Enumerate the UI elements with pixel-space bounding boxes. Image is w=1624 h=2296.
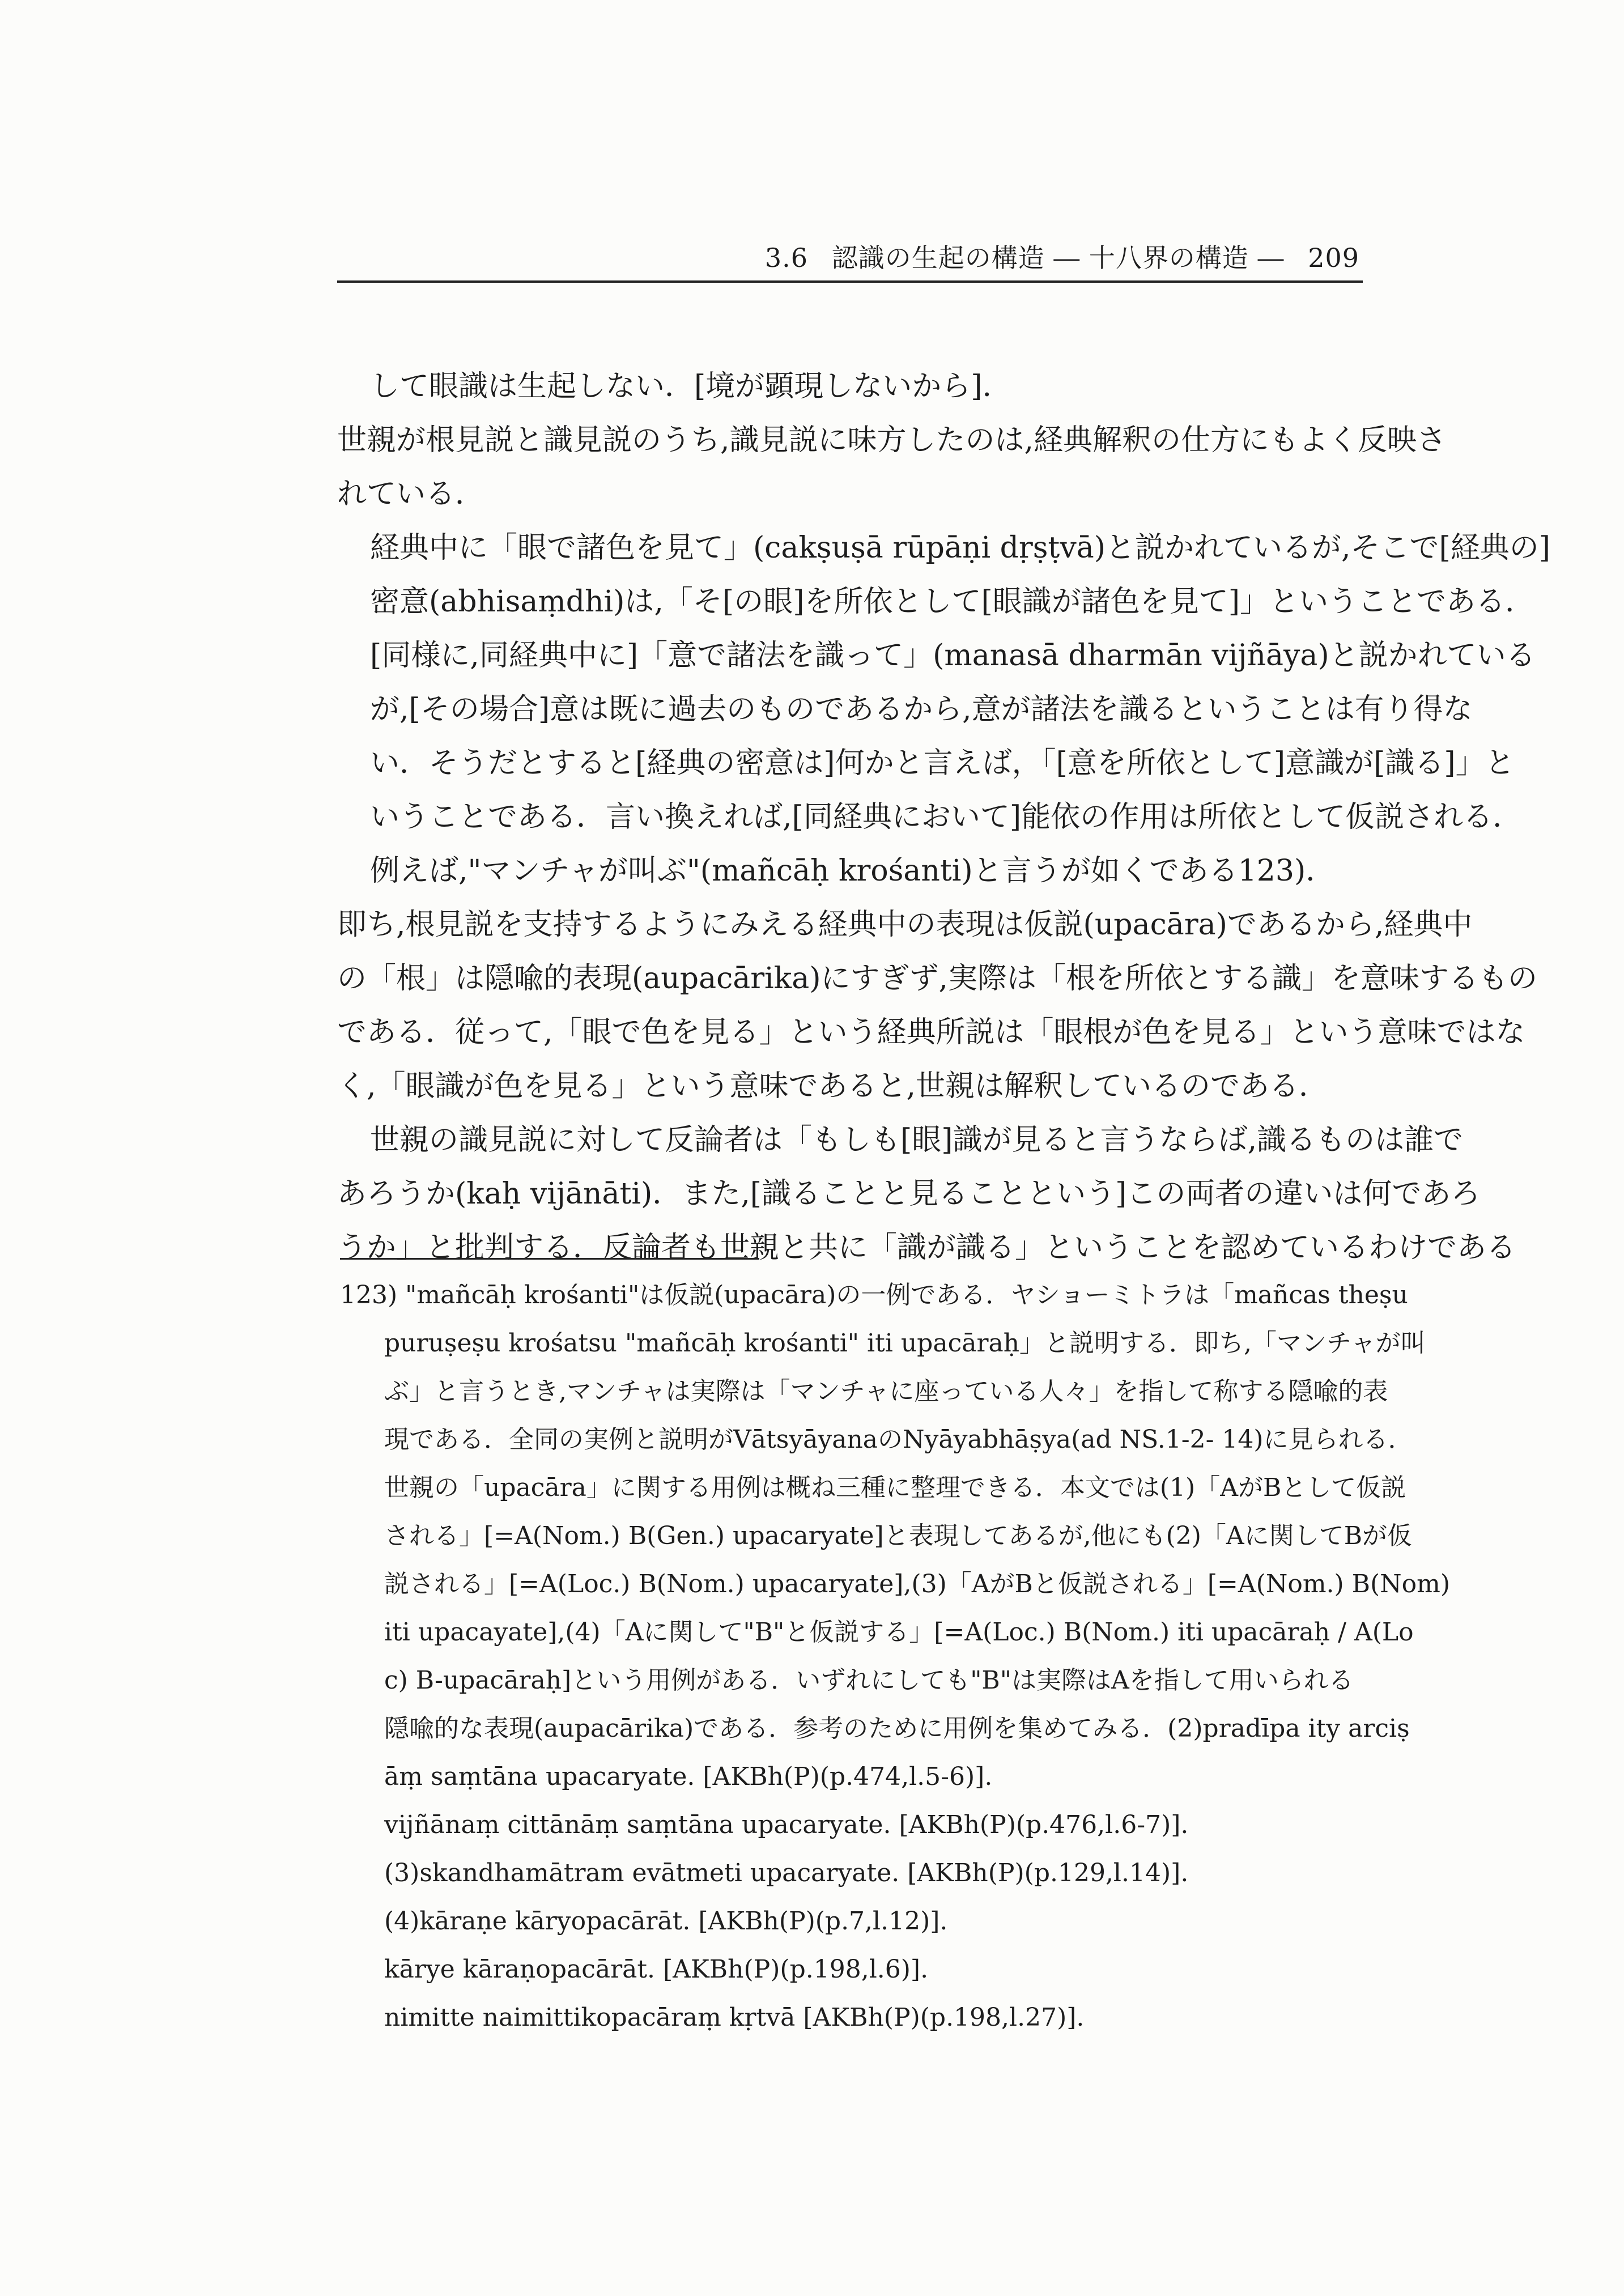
footnote-line: iti upacayate],(4)「Aに関して"B"と仮説する」[=A(Loc.) B(Nom.) iti upacāraḥ / A(Lo — [384, 1618, 1414, 1647]
body-line: の「根」は隠喩的表現(aupacārika)にすぎず,実際は「根を所依とする識」を意味するもの — [337, 962, 1538, 996]
body-line: く,「眼識が色を見る」という意味であると,世親は解釈しているのである． — [337, 1069, 1329, 1103]
section-title: 認識の生起の構造 ― 十八界の構造 ― — [831, 243, 1285, 273]
footnote-line: (4)kāraṇe kāryopacārāt. [AKBh(P)(p.7,l.12)]. — [384, 1907, 948, 1936]
body-line: あろうか(kaḥ vijānāti)．また,[識ることと見ることという]この両者の違いは何であろ — [337, 1177, 1481, 1211]
body-line: 世親が根見説と識見説のうち,識見説に味方したのは,経典解釈の仕方にもよく反映さ — [337, 423, 1447, 457]
footnote-line: ぶ」と言うとき,マンチャは実際は「マンチャに座っている人々」を指して称する隠喩的表 — [384, 1377, 1388, 1406]
footnote-123 — [340, 1271, 1451, 2042]
body-line: して眼識は生起しない．[境が顕現しないから]． — [370, 369, 1012, 403]
body-line: 経典中に「眼で諸色を見て」(cakṣuṣā rūpāṇi dṛṣṭvā)と説かれているが,そこで[経典の] — [370, 531, 1551, 565]
footnote-line: 123) "mañcāḥ krośanti"は仮説(upacāra)の一例である．ヤショーミトラは「mañcas theṣu — [340, 1281, 1408, 1309]
section-number: 3.6 — [764, 243, 809, 273]
page-number: 209 — [1308, 243, 1359, 273]
footnote-line: c) B-upacāraḥ]という用例がある．いずれにしても"B"は実際はAを指して用いられる — [384, 1666, 1354, 1695]
footnote-line: 現である．全同の実例と説明がVātsyāyanaのNyāyabhāṣya(ad NS.1-2- 14)に見られる． — [384, 1425, 1413, 1454]
body-line: うか」と批判する．反論者も世親と共に「識が識る」ということを認めているわけである — [337, 1231, 1516, 1265]
footnote-line: 隠喩的な表現(aupacārika)である．参考のために用例を集めてみる．(2)pradīpa ity arciṣ — [384, 1714, 1410, 1743]
body-line: 密意(abhisaṃdhi)は,「そ[の眼]を所依として[眼識が諸色を見て]」ということである． — [370, 585, 1535, 619]
body-line: が,[その場合]意は既に過去のものであるから,意が諸法を識るということは有り得な — [370, 692, 1473, 726]
footnote-line: āṃ saṃtāna upacaryate. [AKBh(P)(p.474,l.5-6)]. — [384, 1762, 993, 1791]
body-line: れている． — [337, 477, 485, 511]
body-line: い．そうだとすると[経典の密意は]何かと言えば，「[意を所依として]意識が[識る]」と — [370, 746, 1515, 780]
footnote-line: vijñānaṃ cittānāṃ saṃtāna upacaryate. [AKBh(P)(p.476,l.6-7)]. — [384, 1810, 1189, 1839]
main-text — [337, 360, 1551, 1275]
running-header — [337, 235, 1363, 283]
footnote-line: puruṣeṣu krośatsu "mañcāḥ krośanti" iti upacāraḥ」と説明する．即ち,「マンチャが叫 — [384, 1329, 1426, 1358]
footnote-divider — [340, 1258, 759, 1260]
footnote-line: 説される」[=A(Loc.) B(Nom.) upacaryate],(3)「AがBと仮説される」[=A(Nom.) B(Nom) — [384, 1570, 1451, 1598]
footnote-line: nimitte naimittikopacāraṃ kṛtvā [AKBh(P)(p.198,l.27)]. — [384, 2003, 1085, 2032]
body-line: である．従って,「眼で色を見る」という経典所説は「眼根が色を見る」という意味ではな — [337, 1015, 1525, 1049]
footnote-line: される」[=A(Nom.) B(Gen.) upacaryate]と表現してあるが,他にも(2)「Aに関してBが仮 — [384, 1521, 1413, 1550]
footnote-line: (3)skandhamātram evātmeti upacaryate. [AKBh(P)(p.129,l.14)]. — [384, 1859, 1189, 1887]
header-text — [750, 237, 1359, 275]
body-line: 例えば,"マンチャが叫ぶ"(mañcāḥ krośanti)と言うが如くである123)． — [370, 854, 1336, 888]
footnote-line: kārye kāraṇopacārāt. [AKBh(P)(p.198,l.6)]. — [384, 1955, 929, 1984]
body-line: 世親の識見説に対して反論者は「もしも[眼]識が見ると言うならば,識るものは誰で — [370, 1123, 1464, 1157]
body-line: 即ち,根見説を支持するようにみえる経典中の表現は仮説(upacāra)であるから,経典中 — [337, 908, 1473, 942]
body-line: [同様に,同経典中に]「意で諸法を識って」(manasā dharmān vijñāya)と説かれている — [370, 639, 1536, 673]
body-line: いうことである．言い換えれば,[同経典において]能依の作用は所依として仮説される． — [370, 800, 1523, 834]
footnote-line: 世親の「upacāra」に関する用例は概ね三種に整理できる．本文では(1)「AがBとして仮説 — [384, 1473, 1406, 1502]
